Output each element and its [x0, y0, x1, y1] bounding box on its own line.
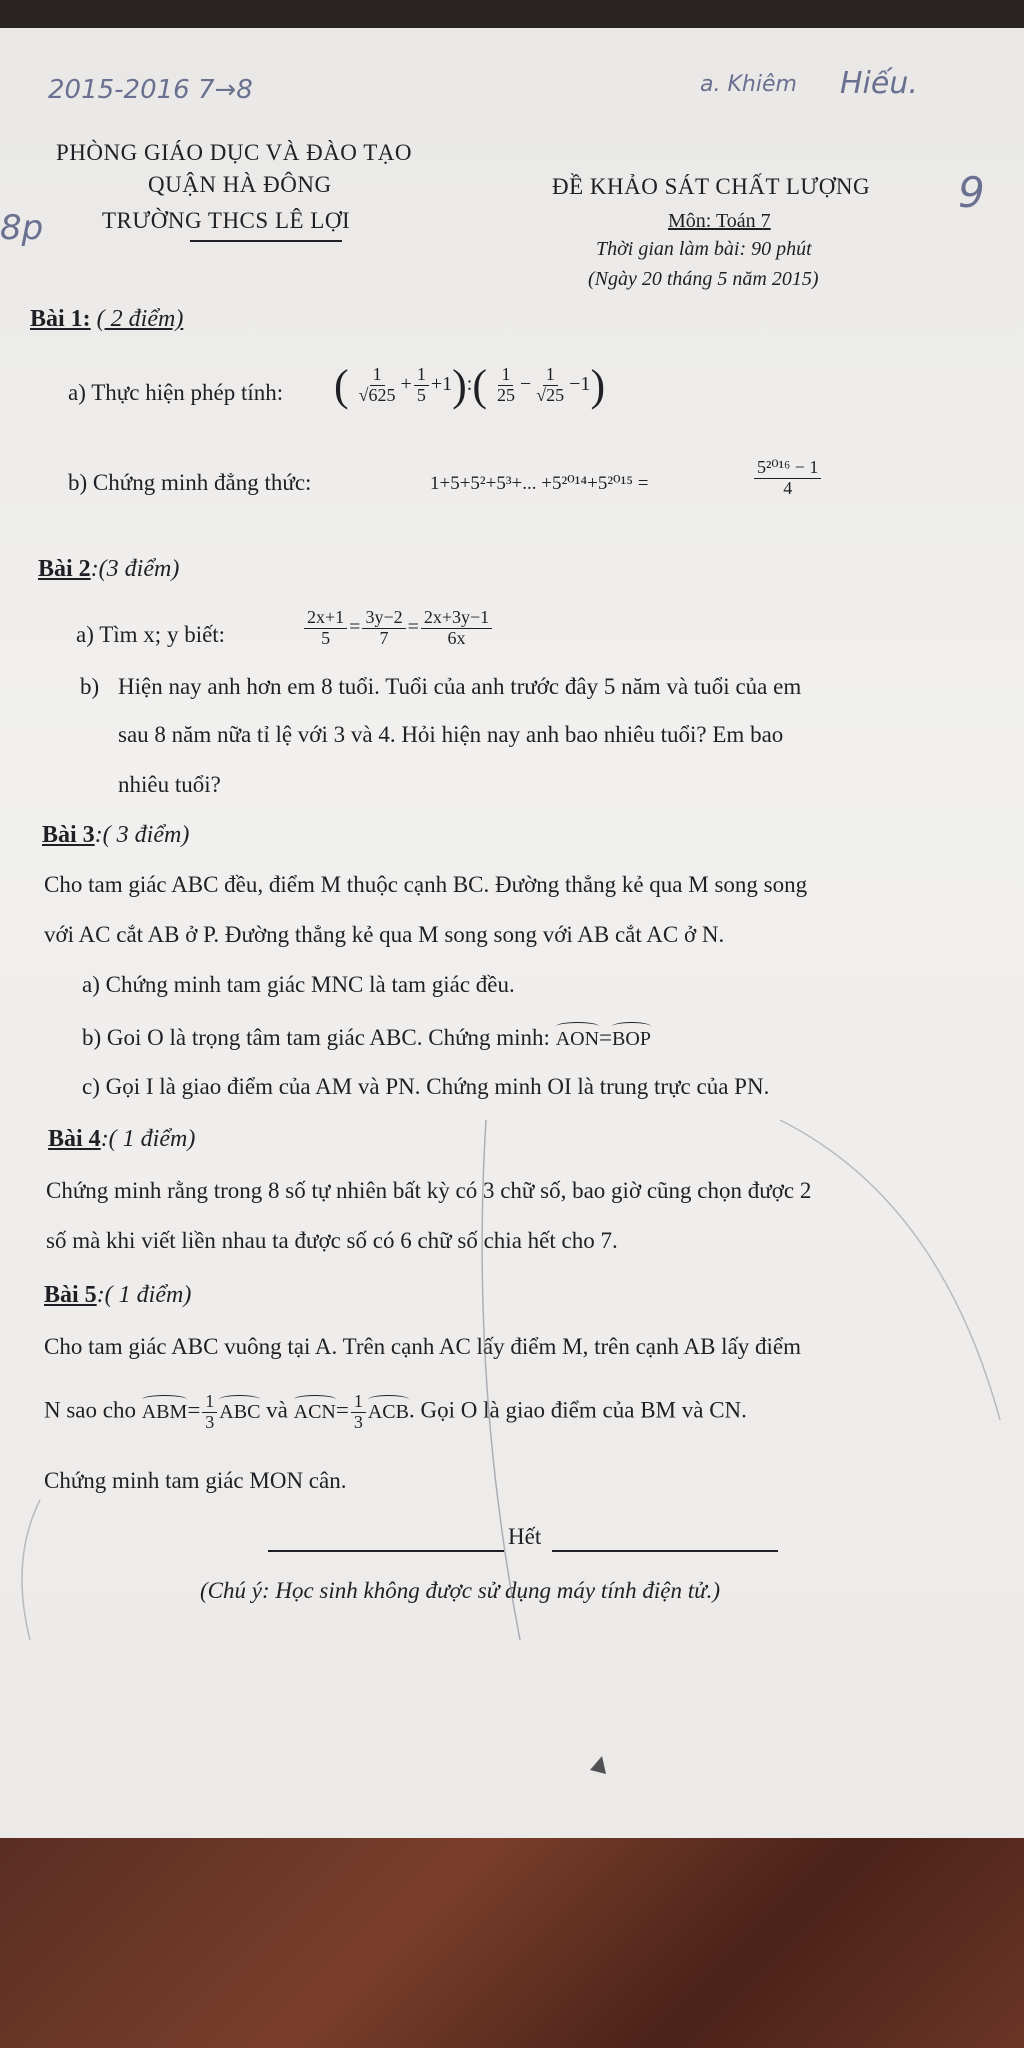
bai3-b: b) Goi O là trọng tâm tam giác ABC. Chứng minh: AON=BOP: [82, 1025, 651, 1050]
handwritten-name-1: a. Khiêm: [700, 72, 797, 97]
bai3-a: a) Chứng minh tam giác MNC là tam giác đều.: [82, 972, 515, 997]
bai3-line2: với AC cắt AB ở P. Đường thẳng kẻ qua M song song với AB cắt AC ở N.: [44, 922, 725, 947]
frac3-num: 2x+3y−1: [421, 608, 492, 629]
bai1-b-text: Chứng minh đẳng thức:: [92, 470, 312, 495]
exam-date: (Ngày 20 tháng 5 năm 2015): [588, 268, 819, 290]
frac1-num: 2x+1: [304, 608, 347, 629]
bai1-points: ( 2 điểm): [96, 306, 184, 332]
arc-bop: BOP: [612, 1024, 651, 1051]
frac3-den: 6x: [447, 627, 466, 648]
bai4-line1: Chứng minh rằng trong 8 số tự nhiên bất kỳ có 3 chữ số, bao giờ cũng chọn được 2: [46, 1178, 812, 1203]
bai4-points: :( 1 điểm): [100, 1126, 196, 1152]
district-name: QUẬN HÀ ĐÔNG: [148, 172, 332, 197]
bai2-b-line3: nhiêu tuổi?: [118, 772, 221, 797]
bai5-line2-end: . Gọi O là giao điểm của BM và CN.: [408, 1397, 747, 1423]
bai2-a-label: a): [76, 622, 94, 647]
school-name: TRƯỜNG THCS LÊ LỢI: [102, 208, 351, 233]
bai3-line1: Cho tam giác ABC đều, điểm M thuộc cạnh BC. Đường thẳng kẻ qua M song song: [44, 872, 808, 897]
bai2-b-label: b): [80, 674, 100, 699]
bai5-and: và: [266, 1397, 288, 1423]
bai1-b-label: b): [68, 470, 88, 495]
arc-abc: ABC: [219, 1397, 260, 1424]
arc-acn: ACN: [294, 1397, 336, 1424]
bai2-b-line2: sau 8 năm nữa tỉ lệ với 3 và 4. Hỏi hiện nay anh bao nhiêu tuổi? Em bao: [118, 722, 784, 747]
bai2-a-equation: $\frac{2x+1}{5}$ = $\frac{3y-2}{7}$ = $\frac{2x+3y-1}{6x}$: [302, 608, 494, 649]
department-name: PHÒNG GIÁO DỤC VÀ ĐÀO TẠO: [56, 140, 413, 165]
handwritten-side-mark: 8p: [0, 208, 44, 248]
frac2-den: 7: [379, 627, 389, 648]
bai1-a-text: Thực hiện phép tính:: [91, 380, 284, 405]
bai1-a-label: a): [68, 380, 86, 405]
handwritten-score: 9: [958, 168, 985, 217]
bai5-points: :( 1 điểm): [96, 1282, 192, 1308]
exam-time: Thời gian làm bài: 90 phút: [596, 238, 812, 260]
handwritten-year: 2015-2016 7→8: [48, 75, 253, 105]
bai2-a-text: Tìm x; y biết:: [99, 622, 226, 647]
bai5-title: Bài 5: [44, 1282, 97, 1308]
exam-title: ĐỀ KHẢO SÁT CHẤT LƯỢNG: [552, 174, 871, 199]
bai4-line2: số mà khi viết liền nhau ta được số có 6 chữ số chia hết cho 7.: [46, 1228, 618, 1253]
bai1-b-rhs-num: 5²⁰¹⁶ − 1: [754, 458, 821, 479]
arc-abm: ABM: [142, 1397, 188, 1424]
bai5-line1: Cho tam giác ABC vuông tại A. Trên cạnh AC lấy điểm M, trên cạnh AB lấy điểm: [44, 1334, 802, 1359]
bai3-b-text: b) Goi O là trọng tâm tam giác ABC. Chứng minh:: [82, 1025, 550, 1050]
bai3-title: Bài 3: [42, 822, 95, 848]
bai5-line2-start: N sao cho: [44, 1397, 136, 1423]
frac2-num: 3y−2: [362, 608, 405, 629]
bai3-points: :( 3 điểm): [94, 822, 190, 848]
bai4-title: Bài 4: [48, 1126, 101, 1152]
exam-subject: Môn: Toán 7: [668, 210, 771, 232]
frac1-den: 5: [321, 627, 331, 648]
bai5-line2: N sao cho ABM= $\frac{1}{3}$ ABC và ACN= $\frac{1}{3}$ ACB. Gọi O là giao điểm của BM và CN.: [44, 1391, 747, 1432]
arc-aon: AON: [556, 1024, 599, 1051]
bai3-c: c) Gọi I là giao điểm của AM và PN. Chứng minh OI là trung trực của PN.: [82, 1074, 770, 1099]
footer-note: (Chú ý: Học sinh không được sử dụng máy tính điện tử.): [200, 1578, 721, 1603]
bai1-b-rhs-den: 4: [783, 477, 793, 498]
bai1-b-lhs: 1+5+5²+5³+... +5²⁰¹⁴+5²⁰¹⁵ =: [430, 473, 649, 494]
bai1-title: Bài 1:: [30, 306, 91, 332]
handwritten-name-2: Hiếu.: [840, 66, 918, 101]
bai2-title: Bài 2: [38, 556, 91, 582]
end-marker: Hết: [508, 1524, 542, 1549]
bai5-line3: Chứng minh tam giác MON cân.: [44, 1468, 347, 1493]
bai2-points: :(3 điểm): [90, 556, 180, 582]
arc-acb: ACB: [368, 1397, 409, 1424]
bai2-b-line1: Hiện nay anh hơn em 8 tuổi. Tuổi của anh trước đây 5 năm và tuổi của em: [118, 674, 802, 699]
bai1-a-expression: ( $\frac{1}{√625}$ + $\frac{1}{5}$ +1):( $\frac{1}{25}$ − $\frac{1}{√25}$ −1): [334, 361, 606, 410]
